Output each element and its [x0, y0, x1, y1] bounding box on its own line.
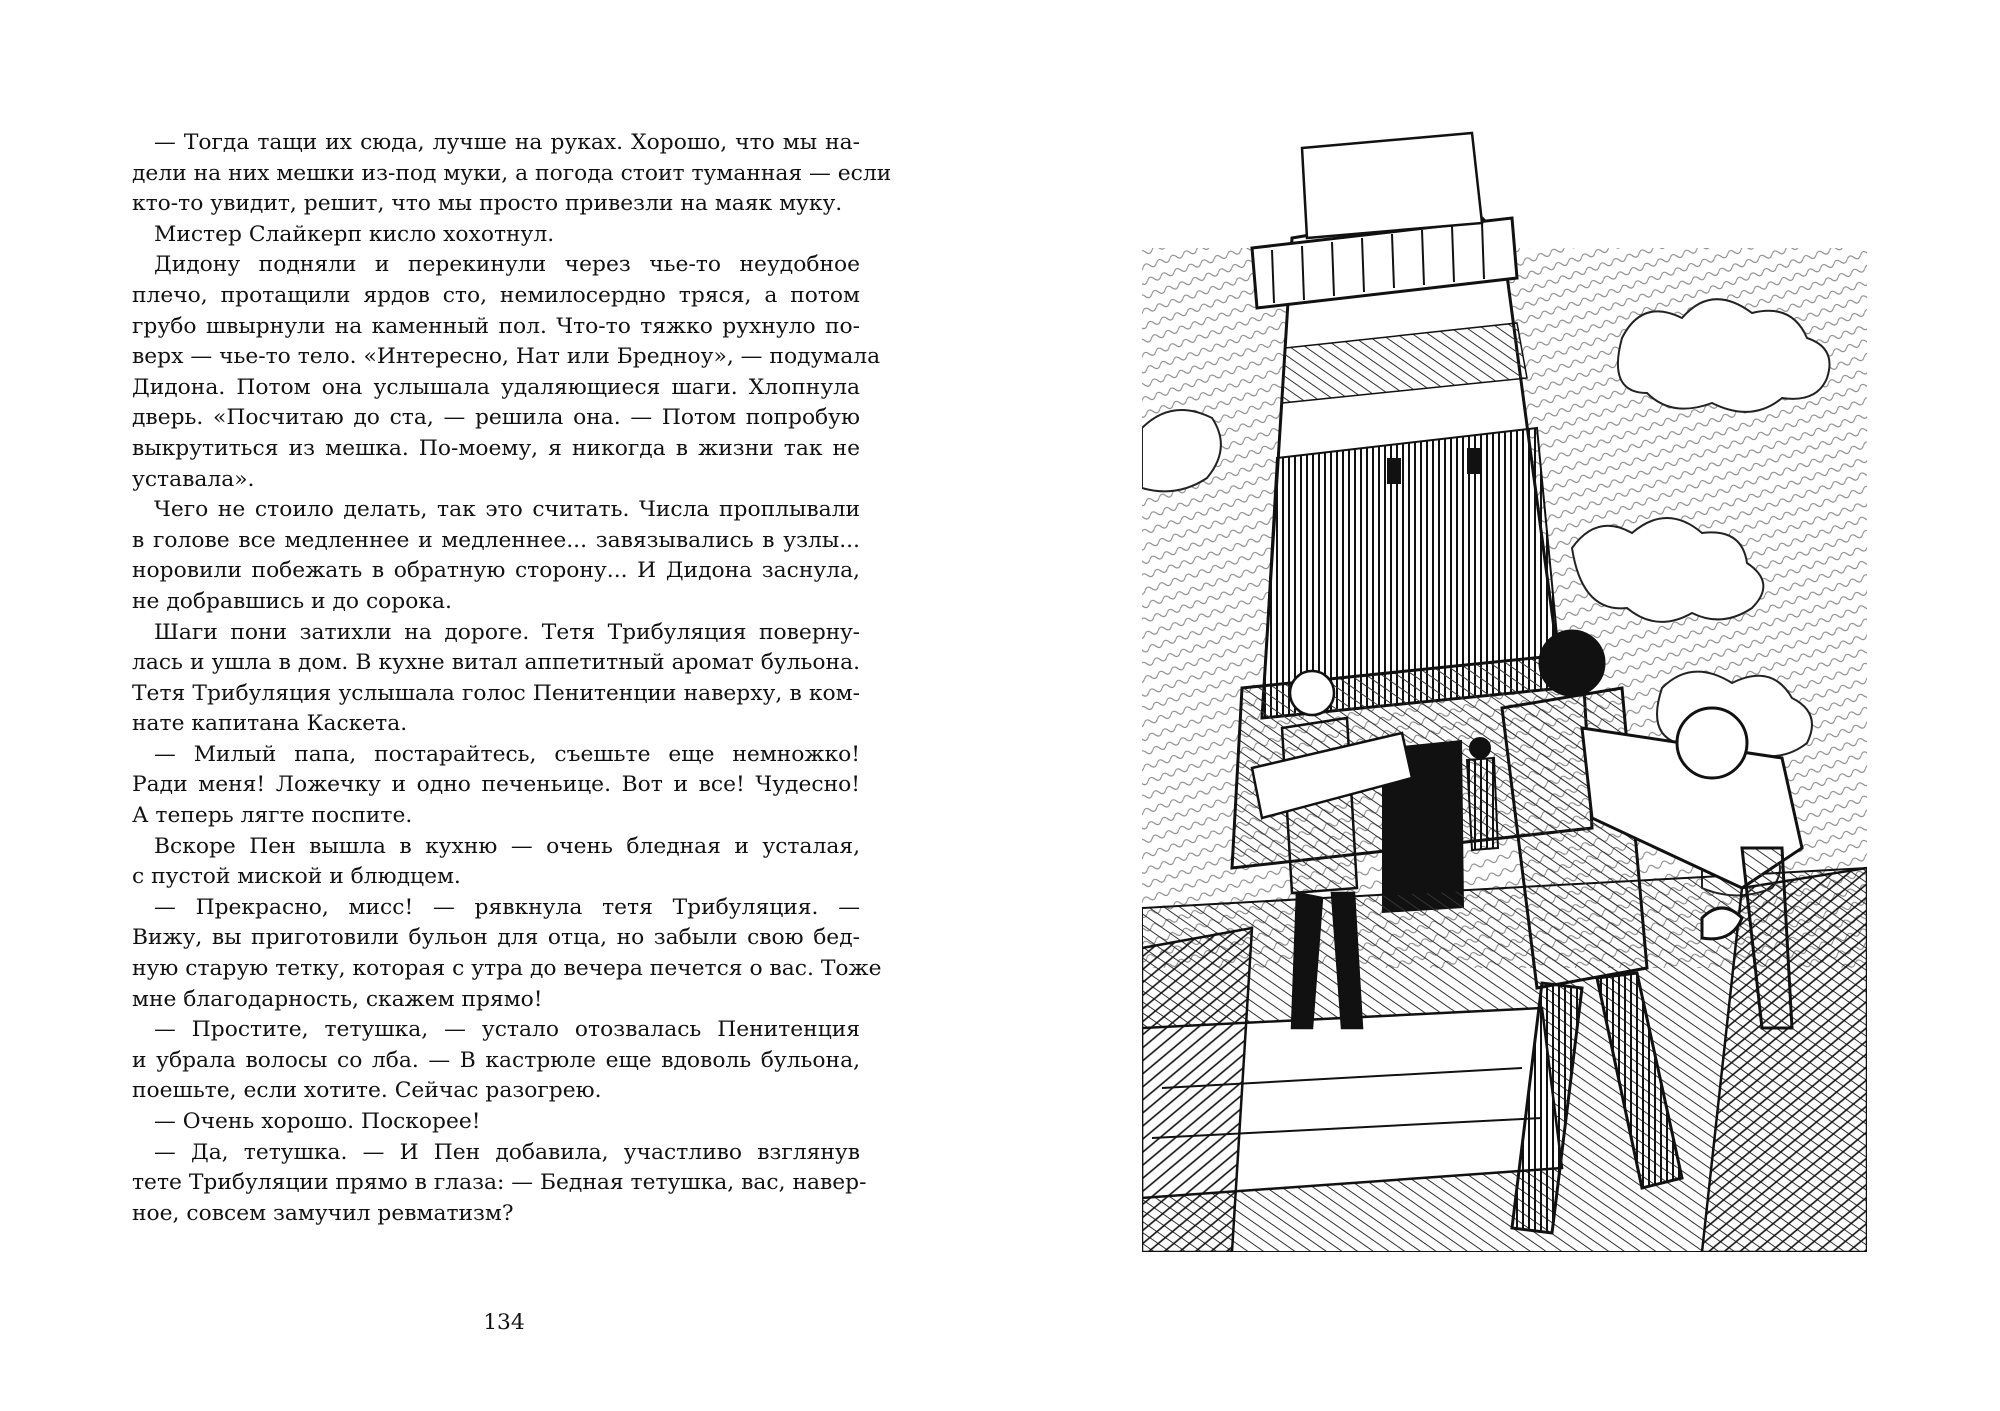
- text-line: Дидону подняли и перекинули через чье-то неудобное: [154, 252, 860, 278]
- text-line: ное, совсем замучил ревматизм?: [132, 1200, 514, 1226]
- text-line: Дидона. Потом она услышала удаляющиеся шаги. Хлопнула: [132, 374, 860, 400]
- text-line: лась и ушла в дом. В кухне витал аппетитный аромат бульона.: [132, 650, 860, 676]
- text-line: ную старую тетку, которая с утра до вечера печется о вас. Тоже: [132, 956, 882, 982]
- text-page: [132, 128, 892, 1229]
- text-line: А теперь лягте поспите.: [132, 803, 413, 829]
- text-line: Шаги пони затихли на дороге. Тетя Трибуляция повернy-: [154, 619, 860, 645]
- text-line: — Да, тетушка. — И Пен добавила, участливо взглянув: [154, 1139, 860, 1165]
- text-line: Чего не стоило делать, так это считать. Числа проплывали: [154, 497, 860, 523]
- text-line: выкрутиться из мешка. По-моему, я никогда в жизни так не: [132, 435, 860, 461]
- text-line: тете Трибуляции прямо в глаза: — Бедная тетушка, вас, навер-: [132, 1170, 867, 1196]
- text-line: мне благодарность, скажем прямо!: [132, 986, 543, 1012]
- text-line: нате капитана Каскета.: [132, 711, 408, 737]
- text-line: верх — чье-то тело. «Интересно, Нат или Бредноу», — подумала: [132, 344, 881, 370]
- text-line: Вскоре Пен вышла в кухню — очень бледная и усталая,: [154, 833, 860, 859]
- text-line: дверь. «Посчитаю до ста, — решила она. — Потом попробую: [132, 405, 860, 431]
- text-line: грубо швырнули на каменный пол. Что-то тяжко рухнуло по-: [132, 313, 860, 339]
- text-line: плечо, протащили ярдов сто, немилосердно тряся, а потом: [132, 282, 860, 308]
- text-line: поешьте, если хотите. Сейчас разогрею.: [132, 1078, 602, 1104]
- text-line: — Очень хорошо. Поскорее!: [154, 1109, 481, 1134]
- ink-drawing: [1142, 128, 1867, 1252]
- text-line: дели на них мешки из-под муки, а погода стоит туманная — если: [132, 160, 892, 186]
- text-line: норовили побежать в обратную сторону... И Дидона заснула,: [132, 558, 860, 584]
- text-line: Тетя Трибуляция услышала голос Пенитенции наверху, в ком-: [132, 680, 860, 706]
- text-line: кто-то увидит, решит, что мы просто привезли на маяк муку.: [132, 191, 843, 217]
- text-line: Вижу, вы приготовили бульон для отца, но забыли свою бед-: [132, 925, 860, 951]
- lighthouse-illustration: [1142, 128, 1867, 1252]
- text-line: уставала».: [132, 466, 255, 492]
- text-line: — Простите, тетушка, — устало отозвалась Пенитенция: [154, 1017, 860, 1043]
- text-line: с пустой миской и блюдцем.: [132, 864, 461, 890]
- text-line: не добравшись и до сорока.: [132, 588, 452, 614]
- text-line: Ради меня! Ложечку и одно печеньице. Вот и все! Чудесно!: [132, 772, 860, 798]
- page-number: 134: [483, 1310, 525, 1335]
- text-line: — Тогда тащи их сюда, лучше на руках. Хорошо, что мы на-: [154, 130, 860, 155]
- text-line: и убрала волосы со лба. — В кастрюле еще вдоволь бульона,: [132, 1047, 860, 1073]
- text-line: в голове все медленнее и медленнее... завязывались в узлы...: [132, 527, 860, 553]
- text-line: — Прекрасно, мисс! — рявкнула тетя Трибуляция. —: [154, 894, 860, 920]
- text-line: — Милый папа, постарайтесь, съешьте еще немножко!: [154, 741, 860, 767]
- text-line: Мистер Слайкерп кисло хохотнул.: [154, 221, 555, 247]
